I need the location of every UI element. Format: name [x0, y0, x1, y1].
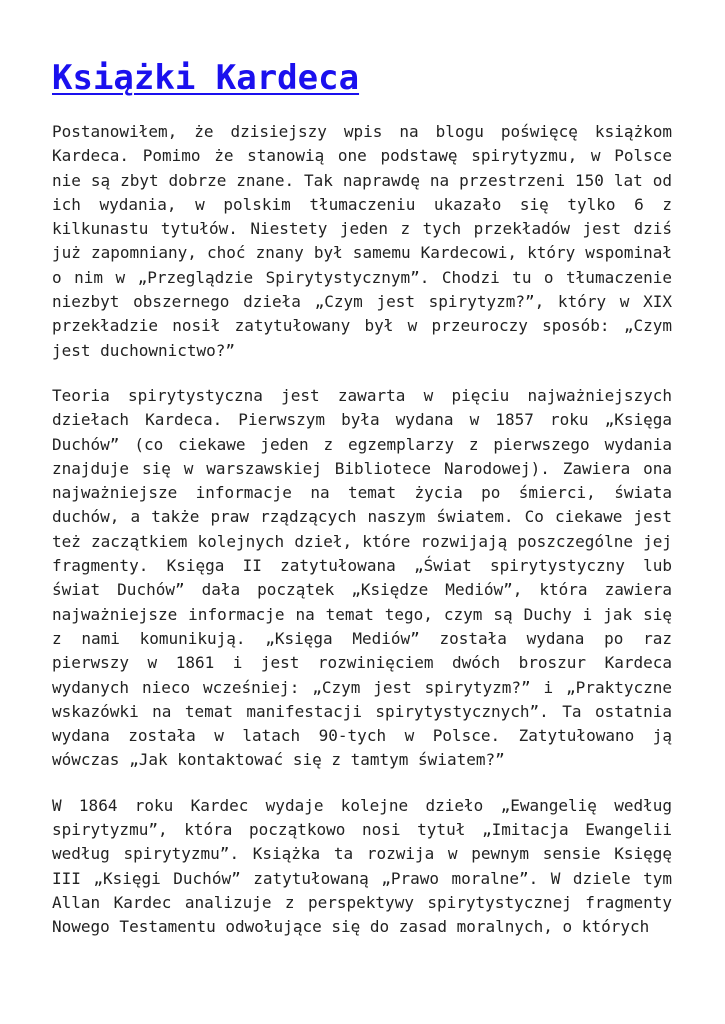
article-paragraph-1: Postanowiłem, że dzisiejszy wpis na blogu poświęcę książkom Kardeca. Pomimo że stanowią one podstawę spirytyzmu, w Polsce nie są zbyt dobrze znane. Tak naprawdę na przestrzeni 150 lat od ich wydania, w polskim tłumaczeniu ukazało się tylko 6 z kilkunastu tytułów. Niestety jeden z tych przekładów jest dziś już zapomniany, choć znany był samemu Kardecowi, który wspominał o nim w „Przeglądzie Spirytystycznym”. Chodzi tu o tłumaczenie niezbyt obszernego dzieła „Czym jest spirytyzm?”, który w XIX przekładzie nosił zatytułowany był w przeuroczy sposób: „Czym jest duchownictwo?” — [52, 122, 672, 360]
article-paragraph-2: Teoria spirytystyczna jest zawarta w pięciu najważniejszych dziełach Kardeca. Pierwszym była wydana w 1857 roku „Księga Duchów” (co ciekawe jeden z egzemplarzy z pierwszego wydania znajduje się w warszawskiej Bibliotece Narodowej). Zawiera ona najważniejsze informacje na temat życia po śmierci, świata duchów, a także praw rządzących naszym światem. Co ciekawe jest też zaczątkiem kolejnych dzieł, które rozwijają poszczególne jej fragmenty. Księga II zatytułowana „Świat spirytystyczny lub świat Duchów” dała początek „Księdze Mediów”, która zawiera najważniejsze informacje na temat tego, czym są Duchy i jak się z nami komunikują. „Księga Mediów” została wydana po raz pierwszy w 1861 i jest rozwinięciem dwóch broszur Kardeca wydanych nieco wcześniej: „Czym jest spirytyzm?” i „Praktyczne wskazówki na temat manifestacji spirytystycznych”. Ta ostatnia wydana została w latach 90-tych w Polsce. Zatytułowano ją wówczas „Jak kontaktować się z tamtym światem?” — [52, 385, 672, 770]
article-title-link[interactable]: Książki Kardeca — [52, 58, 360, 98]
article — [52, 52, 672, 961]
article-paragraph-3: W 1864 roku Kardec wydaje kolejne dzieło „Ewangelię według spirytyzmu”, która początkowo nosi tytuł „Imitacja Ewangelii według spirytyzmu”. Książka ta rozwija w pewnym sensie Księgę III „Księgi Duchów” zatytułowaną „Prawo moralne”. W dziele tym Allan Kardec analizuje z perspektywy spirytystycznej fragmenty Nowego Testamentu odwołujące się do zasad moralnych, o których — [52, 795, 672, 937]
article-title — [52, 52, 672, 104]
